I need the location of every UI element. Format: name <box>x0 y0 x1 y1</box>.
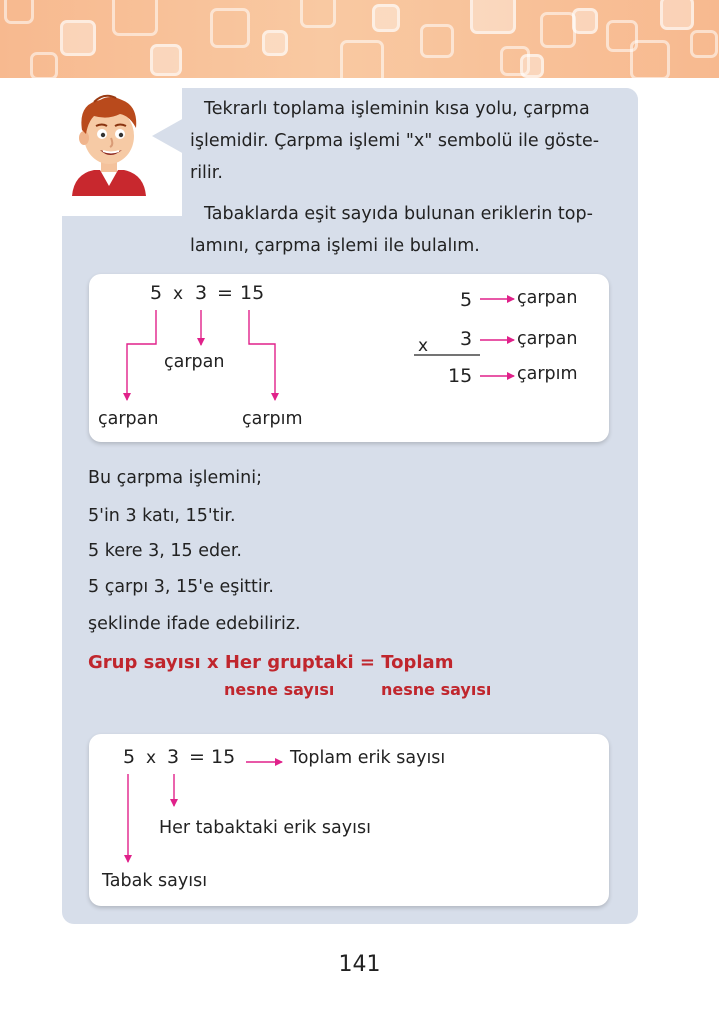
example-factor-2: 3 <box>167 746 180 768</box>
label-plate-count: Tabak sayısı <box>102 871 208 891</box>
formula-sub-each-group: nesne sayısı <box>224 680 335 699</box>
eq-equals-sign: = <box>217 282 233 304</box>
vertical-times-sign: x <box>418 336 429 356</box>
vertical-label-factor-2: çarpan <box>517 329 578 349</box>
label-factor-mid: çarpan <box>164 352 225 372</box>
page-number: 141 <box>338 952 381 977</box>
formula-heading: Grup sayısı x Her gruptaki = Toplam <box>88 652 454 673</box>
explain-line-5: şeklinde ifade edebiliriz. <box>88 614 301 634</box>
intro-line-5: lamını, çarpma işlemi ile bulalım. <box>190 236 480 256</box>
label-total-plums: Toplam erik sayısı <box>290 748 446 768</box>
speech-bubble-tail <box>152 118 184 154</box>
intro-line-2: işlemidir. Çarpma işlemi "x" sembolü ile göste- <box>190 131 600 151</box>
vertical-product: 15 <box>448 365 473 387</box>
explain-line-1: Bu çarpma işlemini; <box>88 468 263 488</box>
vertical-factor-2: 3 <box>460 328 473 350</box>
label-plums-per-plate: Her tabaktaki erik sayısı <box>159 818 371 838</box>
eq-factor-1: 5 <box>150 282 163 304</box>
decorative-banner <box>0 0 719 78</box>
intro-line-3: rilir. <box>190 163 223 183</box>
eq-factor-2: 3 <box>195 282 208 304</box>
vertical-label-product: çarpım <box>517 364 578 384</box>
example-equals-sign: = <box>189 746 205 768</box>
vertical-label-factor-1: çarpan <box>517 288 578 308</box>
intro-line-4: Tabaklarda eşit sayıda bulunan eriklerin top- <box>204 204 593 224</box>
label-factor-left: çarpan <box>98 409 159 429</box>
eq-product: 15 <box>240 282 265 304</box>
explain-line-4: 5 çarpı 3, 15'e eşittir. <box>88 577 274 597</box>
vertical-factor-1: 5 <box>460 289 473 311</box>
example-product: 15 <box>211 746 236 768</box>
label-product: çarpım <box>242 409 303 429</box>
formula-sub-total: nesne sayısı <box>381 680 492 699</box>
eq-times-sign: x <box>173 284 184 304</box>
boy-character-illustration <box>64 90 154 196</box>
example-factor-1: 5 <box>123 746 136 768</box>
example-times-sign: x <box>146 748 157 768</box>
intro-line-1: Tekrarlı toplama işleminin kısa yolu, çarpma <box>204 99 590 119</box>
explain-line-2: 5'in 3 katı, 15'tir. <box>88 506 236 526</box>
explain-line-3: 5 kere 3, 15 eder. <box>88 541 242 561</box>
